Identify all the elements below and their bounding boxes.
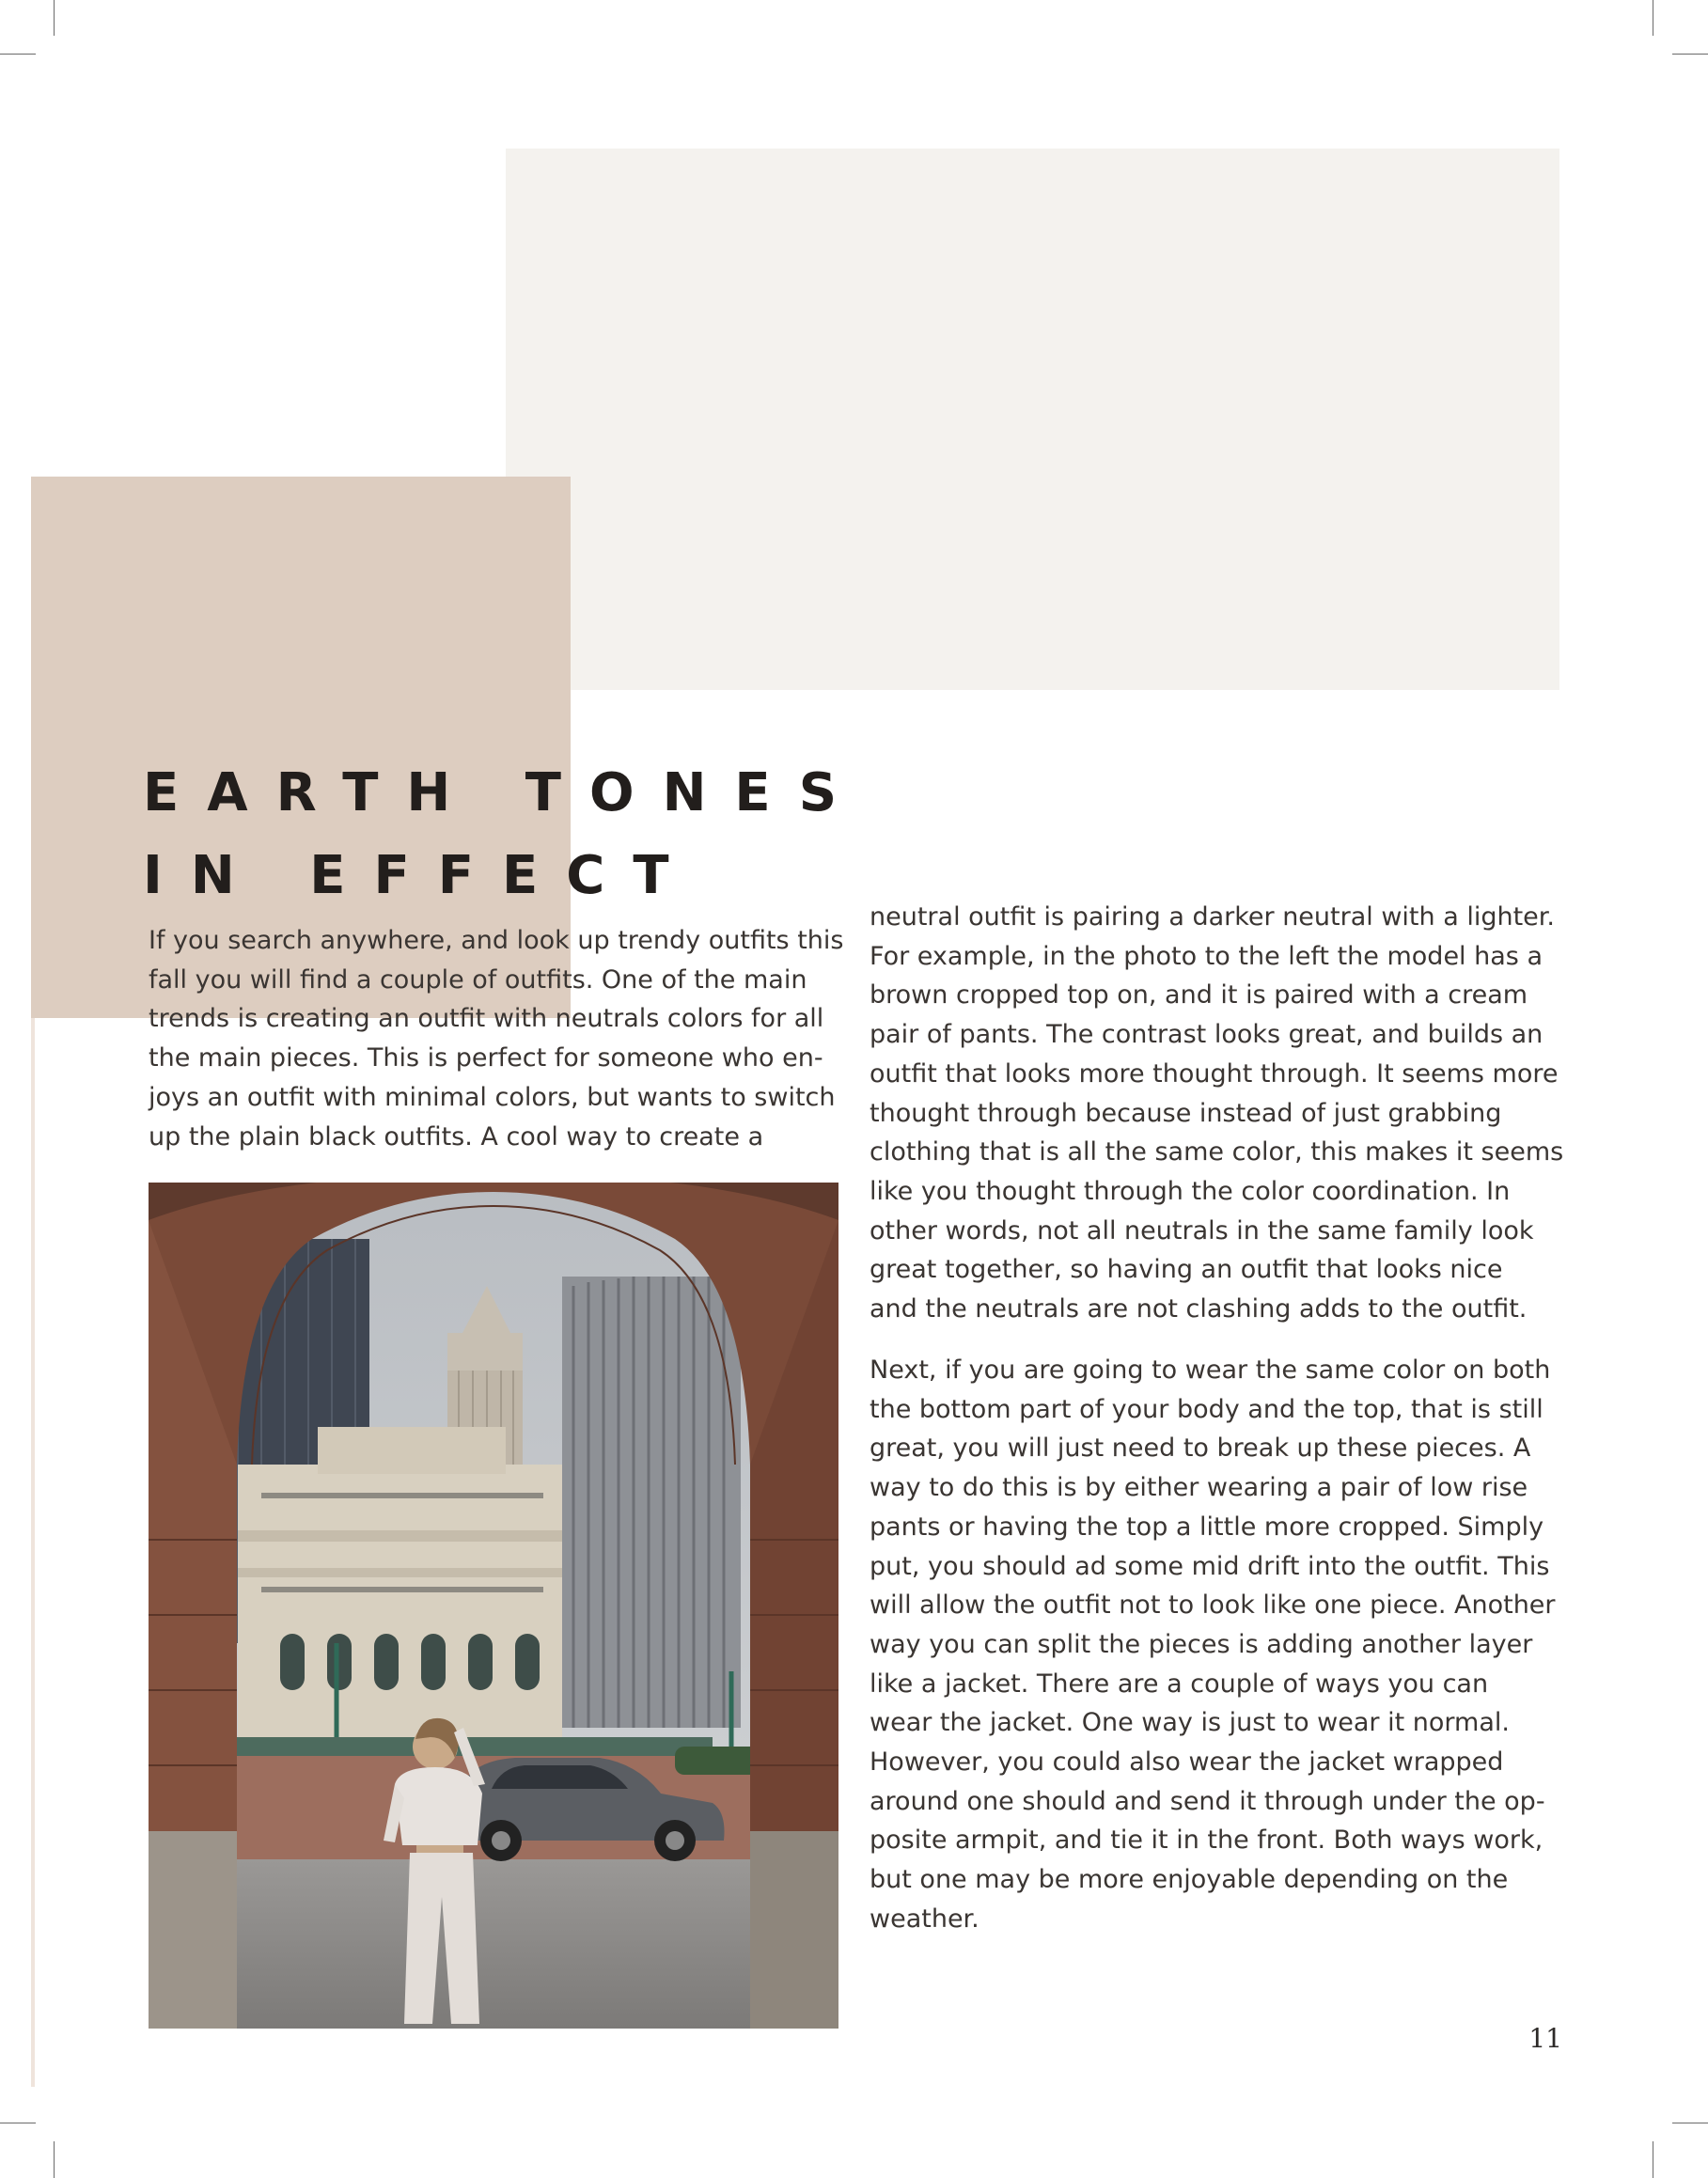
photo-illustration (149, 1183, 838, 2029)
page-number: 11 (1528, 2023, 1562, 2054)
crop-mark (54, 0, 55, 36)
crop-mark (54, 2141, 55, 2178)
decorative-light-block (506, 149, 1559, 690)
article-headline: EARTH TONES IN EFFECT (143, 762, 866, 906)
article-paragraph-left: If you search anywhere, and look up trendy outfits this fall you will find a couple of outfits. One of the main trends is creating an outfit with neutrals colors for all the main pieces. This is perfect for someone who en- joys an outfit with minimal colors, but wants to switch up the plain black outfits. A cool way to create a (149, 926, 844, 1152)
article-paragraph-right-1: neutral outfit is pairing a darker neutral with a lighter. For example, in the photo to the left the model has a brown cropped top on, and it is paired with a cream pair of pants. The contrast looks great, and builds an outfit that looks more thought through. It seems more thought through because instead of just grabbing clothing that is all the same color, this makes it seems like you thought through the color coordination. In other words, not all neutrals in the same family look great together, so having an outfit that looks nice and the neutrals are not clashing adds to the outfit. (870, 902, 1564, 1324)
crop-mark (0, 54, 36, 55)
left-accent-rule (31, 1018, 35, 2087)
article-paragraph-right-2: Next, if you are going to wear the same color on both the bottom part of your body and the top, that is still great, you will just need to break up these pieces. A way to do this is by either wearing a pair of low rise pants or having the top a little more cropped. Simply put, you should ad some mid drift into the outfit. This will allow the outfit not to look like one piece. Another way you can split the pieces is adding another layer like a jacket. There are a couple of ways you can wear the jacket. One way is just to wear it normal. However, you could also wear the jacket wrapped around one should and send it through under the op- posite armpit, and tie it in the front. Both ways work, but one may be more enjoyable depending on the weather. (870, 1355, 1556, 1934)
outfit-photo (149, 1183, 838, 2029)
crop-mark (1672, 54, 1708, 55)
